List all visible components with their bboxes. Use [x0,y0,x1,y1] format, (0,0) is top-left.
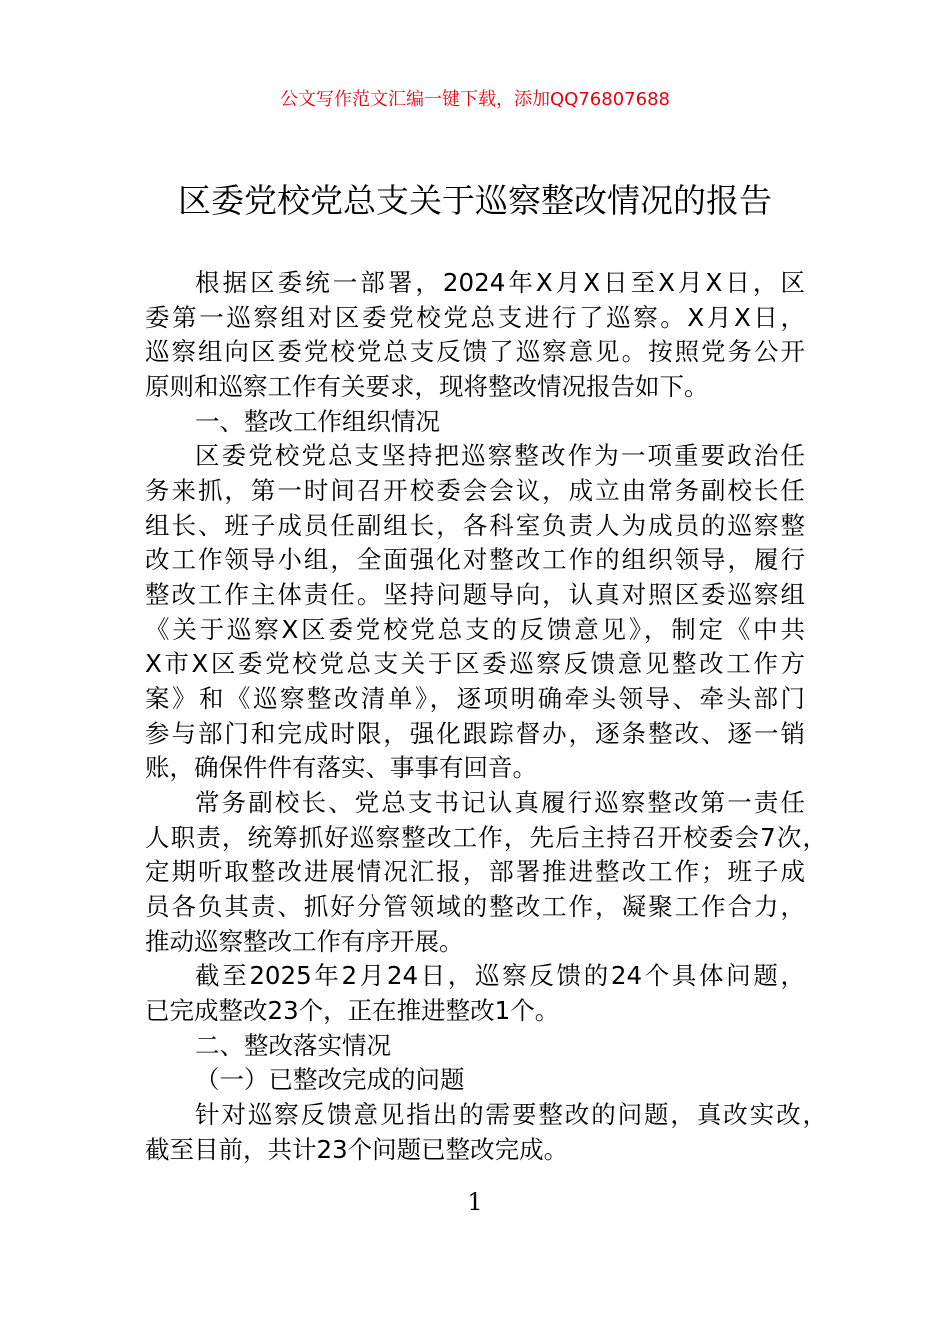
body-line: 常务副校长、党总支书记认真履行巡察整改第一责任 [195,788,805,818]
body-line: 组长、班子成员任副组长，各科室负责人为成员的巡察整 [145,510,805,540]
body-line: 定期听取整改进展情况汇报，部署推进整改工作；班子成 [145,857,805,887]
body-line: 整改工作主体责任。坚持问题导向，认真对照区委巡察组 [145,580,805,610]
body-line: 巡察组向区委党校党总支反馈了巡察意见。按照党务公开 [145,337,805,367]
body-line: 账，确保件件有落实、事事有回音。 [145,753,537,783]
subsection-heading: （一）已整改完成的问题 [195,1065,465,1095]
body-line: 改工作领导小组，全面强化对整改工作的组织领导，履行 [145,545,805,575]
body-line: 截至目前，共计23个问题已整改完成。 [145,1134,569,1164]
header-watermark-link: 公文写作范文汇编一键下载，添加QQ76807688 [280,89,670,110]
document-title: 区委党校党总支关于巡察整改情况的报告 [178,181,772,220]
body-line: 截至2025年2月24日，巡察反馈的24个具体问题， [195,961,805,991]
body-line: 根据区委统一部署，2024年X月X日至X月X日，区 [195,268,805,297]
body-line: 针对巡察反馈意见指出的需要整改的问题，真改实改， [195,1100,827,1130]
page-number: 1 [467,1188,483,1216]
body-line: 员各负其责、抓好分管领域的整改工作，凝聚工作合力， [145,892,805,922]
section-heading: 二、整改落实情况 [195,1030,391,1060]
body-line: 案》和《巡察整改清单》，逐项明确牵头领导、牵头部门 [145,684,805,714]
body-line: 参与部门和完成时限，强化跟踪督办，逐条整改、逐一销 [145,718,805,748]
body-line: 已完成整改23个，正在推进整改1个。 [145,996,560,1026]
body-line: 推动巡察整改工作有序开展。 [145,926,464,956]
section-heading: 一、整改工作组织情况 [195,406,440,436]
body-line: 原则和巡察工作有关要求，现将整改情况报告如下。 [145,372,709,402]
document-body [145,266,827,1167]
body-line: X市X区委党校党总支关于区委巡察反馈意见整改工作方 [145,649,805,679]
body-line: 区委党校党总支坚持把巡察整改作为一项重要政治任 [195,441,805,471]
body-line: 务来抓，第一时间召开校委会会议，成立由常务副校长任 [145,476,805,506]
body-line: 《关于巡察X区委党校党总支的反馈意见》，制定《中共 [145,614,805,644]
body-line: 人职责，统筹抓好巡察整改工作，先后主持召开校委会7次， [145,822,827,852]
body-line: 委第一巡察组对区委党校党总支进行了巡察。X月X日， [145,302,805,332]
